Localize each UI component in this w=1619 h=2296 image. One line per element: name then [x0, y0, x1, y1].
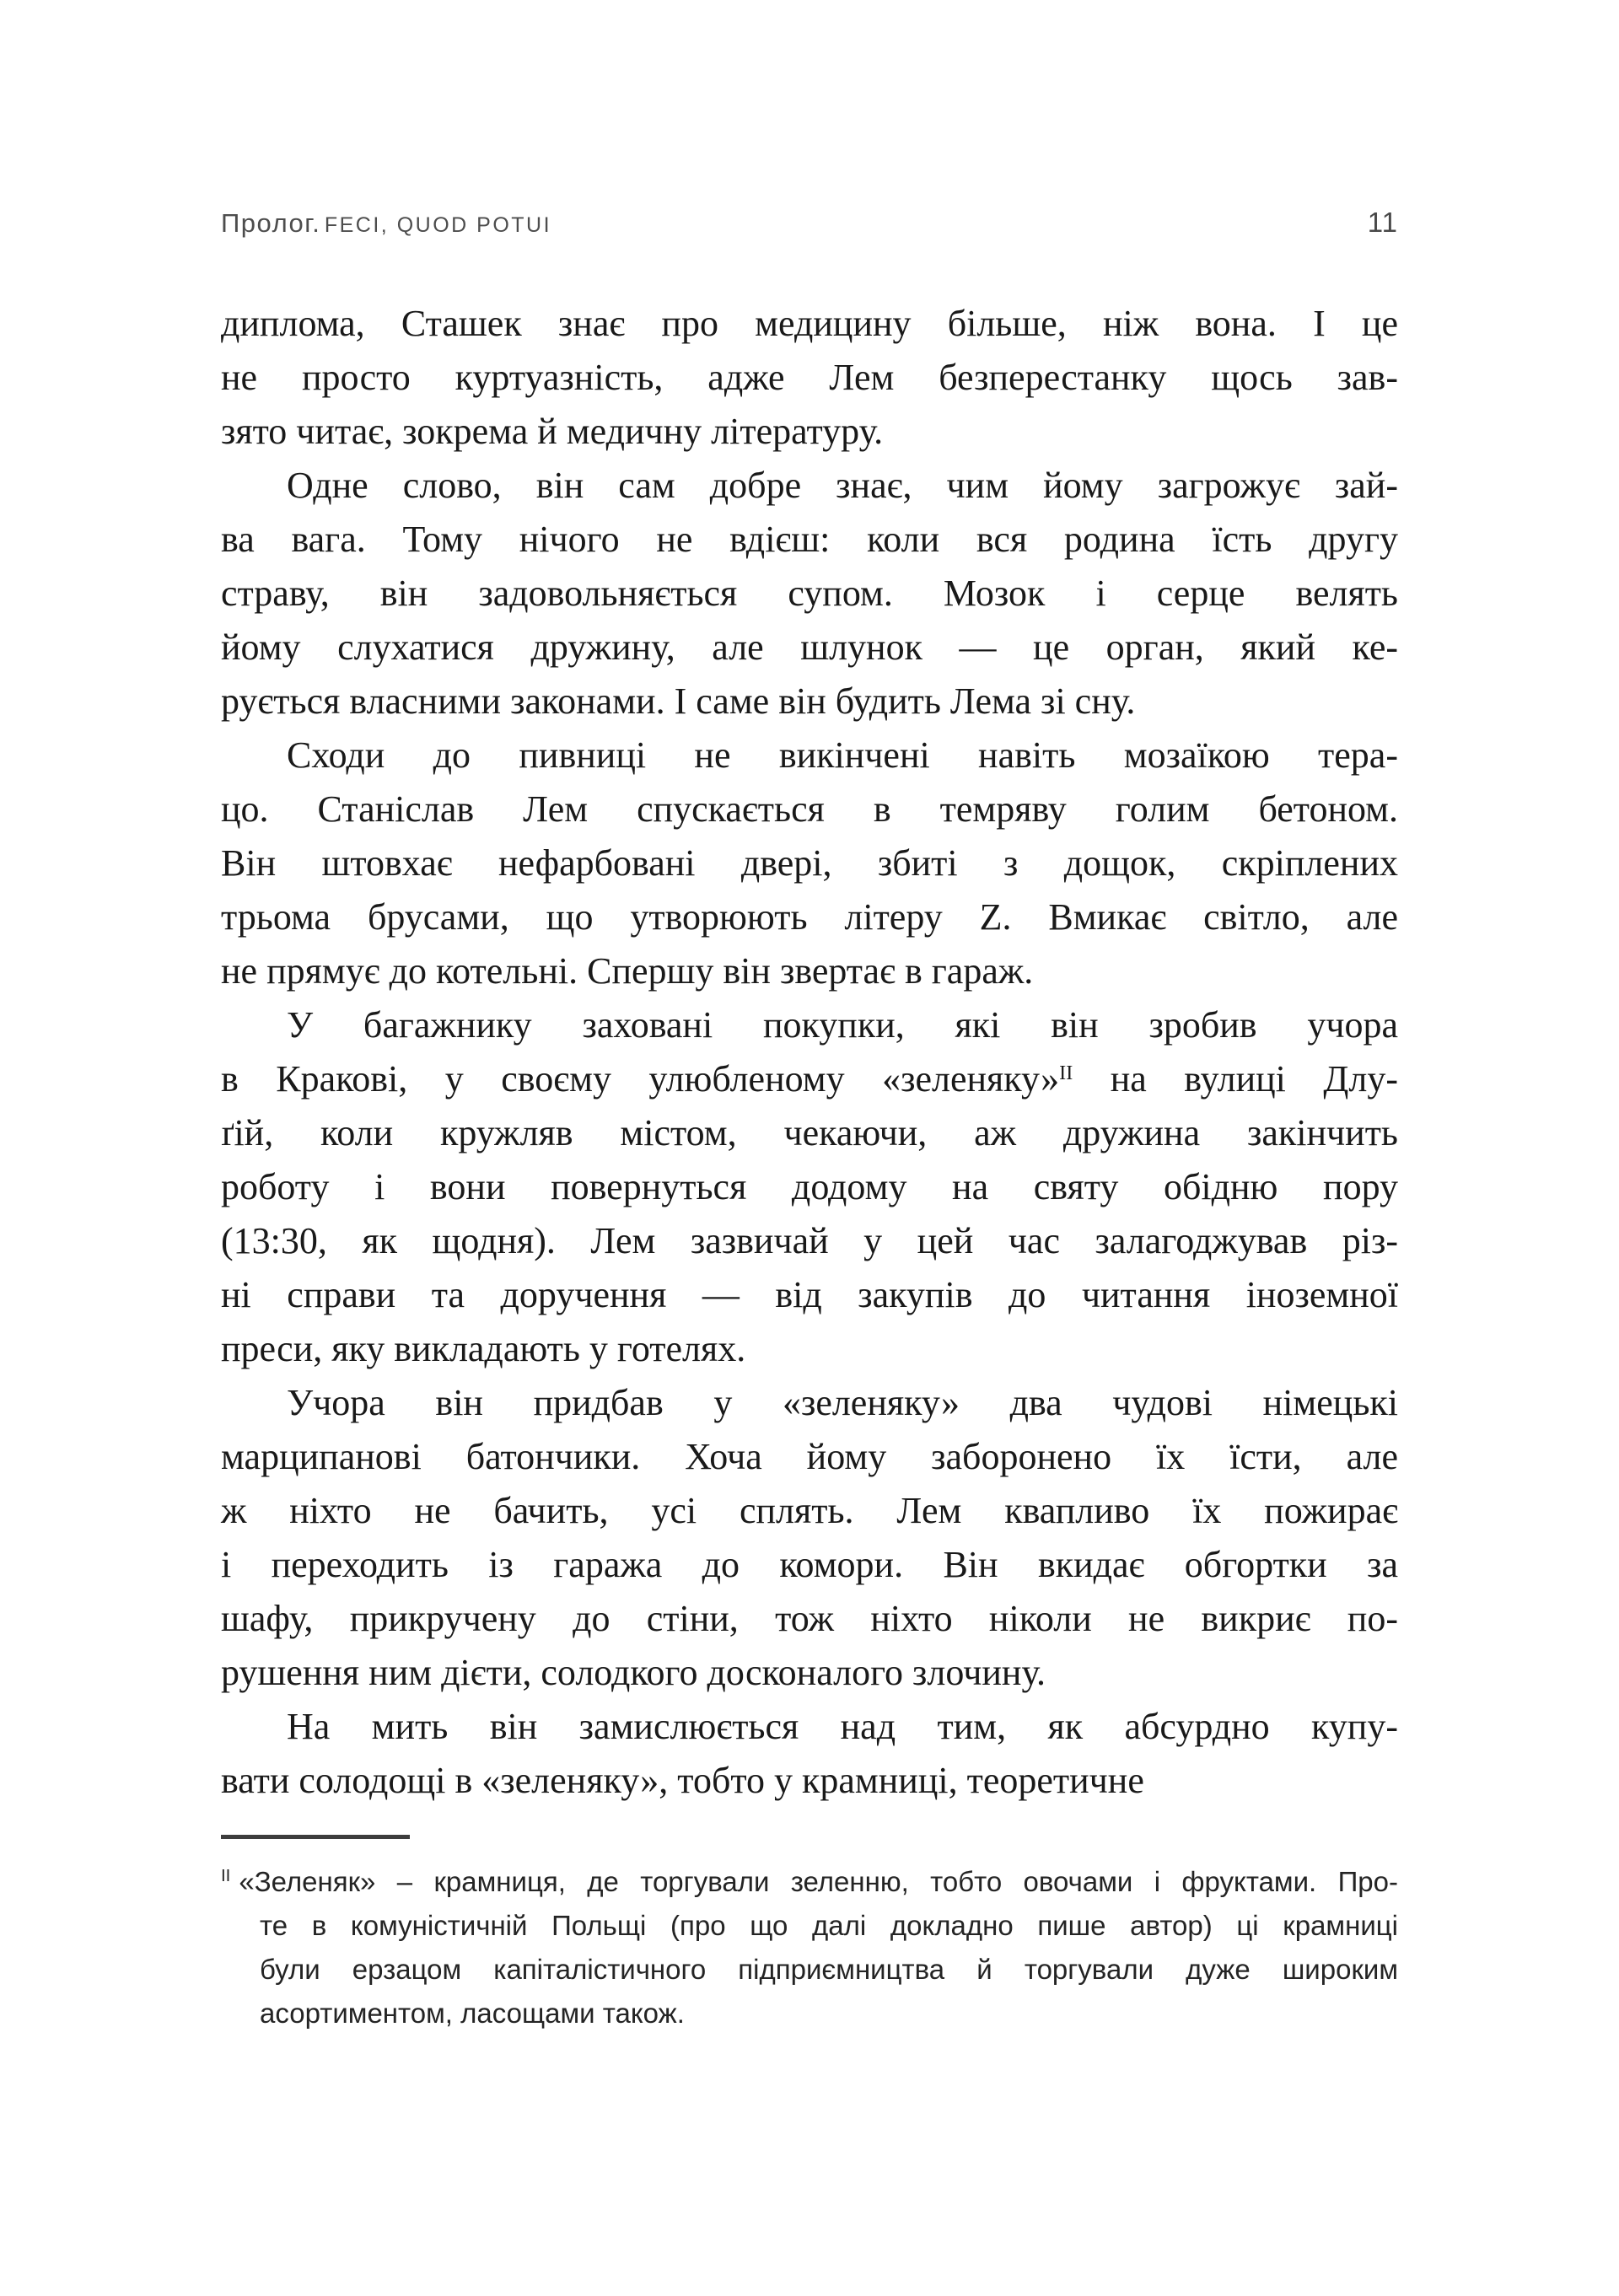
- page-number: 11: [1367, 207, 1398, 238]
- body-line: На мить він замислюється над тим, як абсурдно купу-: [287, 1706, 1398, 1747]
- footnote-reference: II: [1059, 1062, 1073, 1084]
- body-line: ва вага. Тому нічого не вдієш: коли вся родина їсть другу: [221, 519, 1398, 560]
- body-line: диплома, Сташек знає про медицину більше, ніж вона. І це: [221, 303, 1398, 344]
- body-line: в Кракові, у своєму улюбленому «зеленяку»$^{II}$ на вулиці Длу-: [221, 1058, 1398, 1100]
- body-line: Сходи до пивниці не викінчені навіть мозаїкою тера-: [287, 734, 1398, 776]
- footnote-line: були ерзацом капіталістичного підприємництва й торгували дуже широким: [260, 1954, 1398, 1985]
- footnote-divider: [221, 1835, 410, 1839]
- paragraph: [221, 998, 1398, 1376]
- footnote: [221, 1860, 1398, 2035]
- body-line: Одне слово, він сам добре знає, чим йому загрожує зай-: [287, 465, 1398, 506]
- body-line: не прямує до котельні. Спершу він звертає в гараж.: [221, 950, 1034, 992]
- body-line: преси, яку викладають у готелях.: [221, 1328, 746, 1369]
- body-line: йому слухатися дружину, але шлунок — це орган, який ке-: [221, 626, 1398, 668]
- paragraph: [221, 1376, 1398, 1700]
- body-line: ж ніхто не бачить, усі сплять. Лем квапливо їх пожирає: [221, 1490, 1398, 1531]
- body-line: шафу, прикручену до стіни, тож ніхто ніколи не викриє по-: [221, 1598, 1398, 1639]
- footnote-line: $^{II}$ «Зеленяк» – крамниця, де торгували зеленню, тобто овочами і фруктами. Про-: [221, 1866, 1398, 1897]
- body-line: страву, він задовольняється супом. Мозок і серце велять: [221, 573, 1398, 614]
- footnote-line: асортиментом, ласощами також.: [260, 1998, 685, 2029]
- body-line: роботу і вони повернуться додому на святу обідню пору: [221, 1166, 1398, 1207]
- footnote-line: те в комуністичній Польщі (про що далі докладно пише автор) ці крамниці: [260, 1910, 1398, 1941]
- body-line: рушення ним дієти, солодкого досконалого злочину.: [221, 1652, 1046, 1693]
- paragraph: [221, 459, 1398, 729]
- body-line: (13:30, як щодня). Лем зазвичай у цей час залагоджував різ-: [221, 1220, 1398, 1261]
- body-line: Він штовхає нефарбовані двері, збиті з дощок, скріплених: [221, 842, 1398, 884]
- body-line: рується власними законами. І саме він будить Лема зі сну.: [221, 680, 1136, 722]
- body-line: У багажнику заховані покупки, які він зробив учора: [287, 1004, 1398, 1046]
- running-head-title: [221, 208, 551, 239]
- body-line: і переходить із гаража до комори. Він вкидає обгортки за: [221, 1544, 1398, 1585]
- body-line: Учора він придбав у «зеленяку» два чудові німецькі: [287, 1382, 1398, 1423]
- body-line: трьома брусами, що утворюють літеру Z. Вмикає світло, але: [221, 896, 1398, 938]
- body-line: цо. Станіслав Лем спускається в темряву голим бетоном.: [221, 788, 1398, 830]
- body-line: вати солодощі в «зеленяку», тобто у крамниці, теоретичне: [221, 1760, 1144, 1801]
- body-line: ґій, коли кружляв містом, чекаючи, аж дружина закінчить: [221, 1112, 1398, 1153]
- body-text: [221, 297, 1398, 1808]
- body-line: марципанові батончики. Хоча йому заборонено їх їсти, але: [221, 1436, 1398, 1477]
- paragraph: [221, 1700, 1398, 1808]
- paragraph: [221, 297, 1398, 459]
- paragraph: [221, 729, 1398, 998]
- chapter-title: FECI, QUOD POTUI: [324, 213, 552, 237]
- footnote-marker: II: [221, 1866, 231, 1885]
- running-head: [221, 207, 1398, 239]
- body-line: не просто куртуазність, адже Лем безперестанку щось зав-: [221, 357, 1398, 398]
- body-line: зято читає, зокрема й медичну літературу.: [221, 411, 884, 452]
- chapter-label: Пролог.: [221, 208, 321, 238]
- body-line: ні справи та доручення — від закупів до читання іноземної: [221, 1274, 1398, 1315]
